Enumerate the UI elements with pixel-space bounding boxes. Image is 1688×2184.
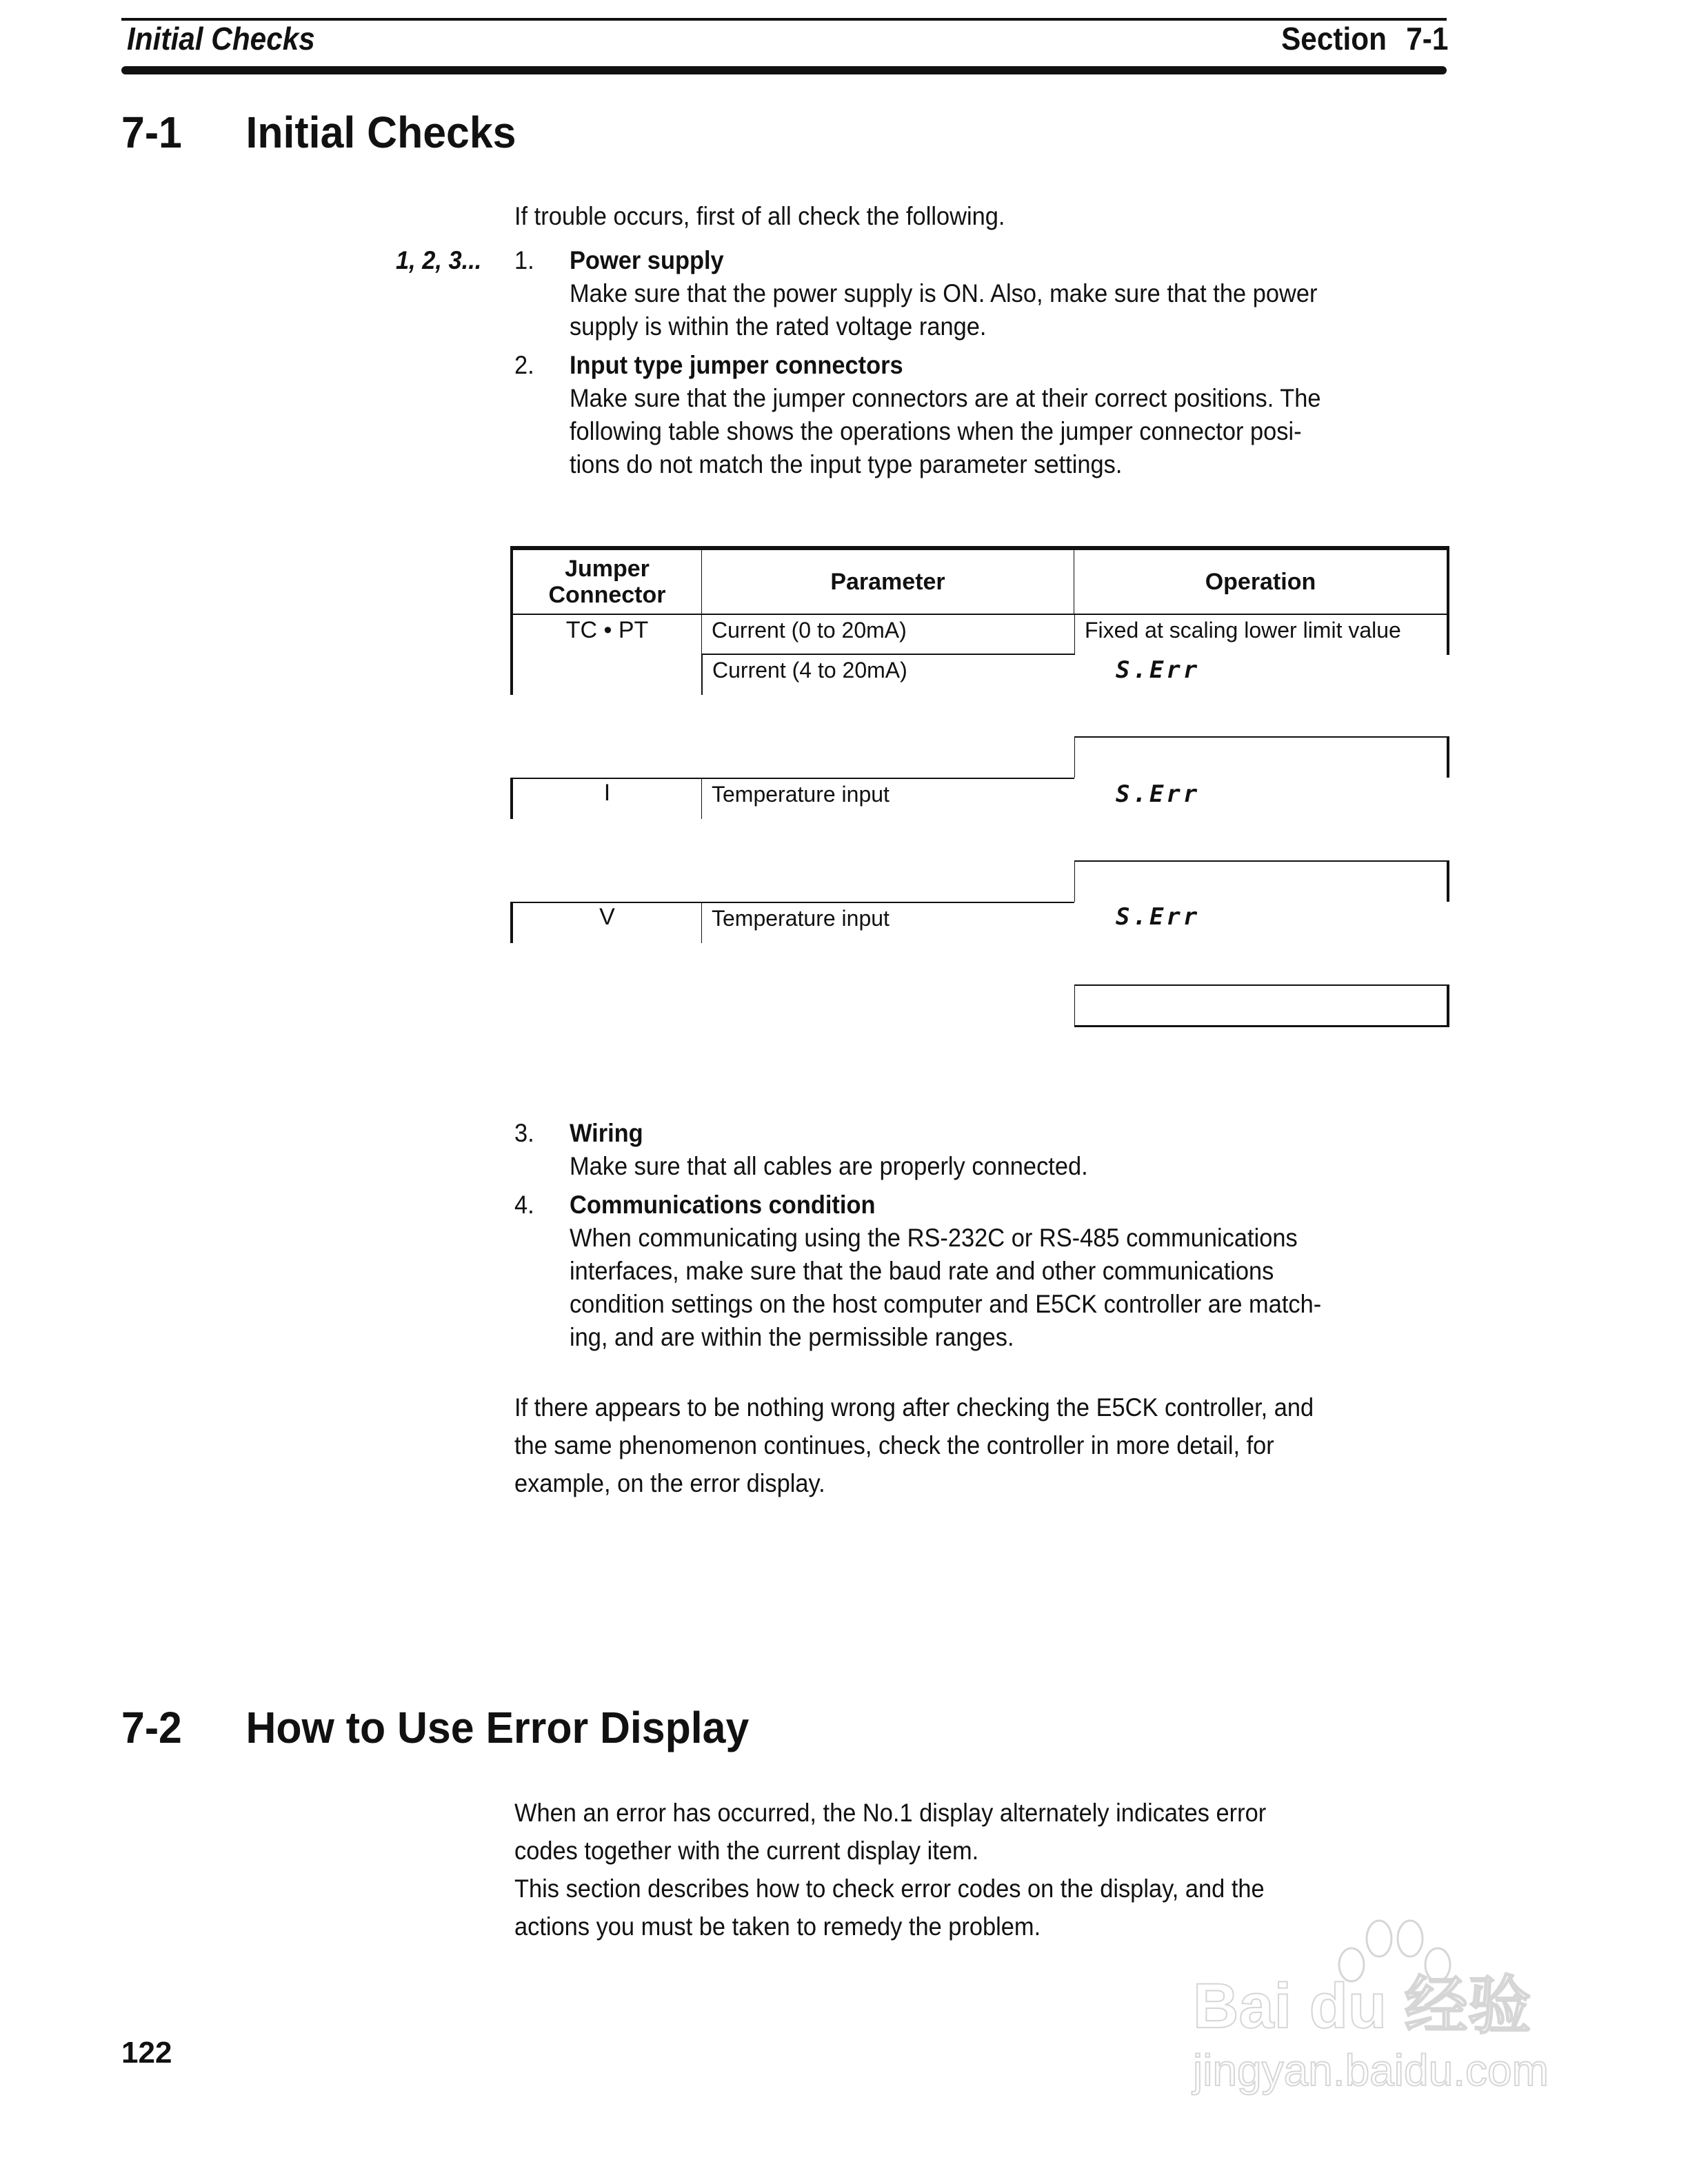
paragraph-line: This section describes how to check error codes on the display, and the [514,1874,1265,1903]
item-title: Communications condition [569,1191,876,1219]
check-item-wiring [514,1117,1412,1183]
segment-display-error-code: S.Err [1116,903,1200,931]
paragraph-line: the same phenomenon continues, check the controller in more detail, for [514,1431,1274,1459]
running-header-title: Initial Checks [127,21,315,57]
paragraph-line: actions you must be taken to remedy the problem. [514,1912,1041,1941]
section-number: 7-1 [1405,21,1448,57]
page-number: 122 [121,2036,172,2070]
section-heading-number: 7-2 [121,1703,182,1752]
section-heading-title: Initial Checks [245,108,516,157]
item-text-line: condition settings on the host computer and E5CK controller are match- [569,1290,1322,1318]
item-text-line: Make sure that the power supply is ON. Also, make sure that the power [569,279,1318,307]
section-heading-7-2 [121,1703,749,1752]
table-cell-empty [1074,860,1449,902]
table-header-jumper [510,546,702,615]
section-heading-number: 7-1 [121,108,182,157]
header-text: Jumper [565,556,650,582]
item-text-line: following table shows the operations when the jumper connector posi- [569,417,1302,445]
error-display-intro [514,1794,1266,1945]
segment-display-error-code: S.Err [1116,656,1200,684]
table-cell-parameter: Temperature input [702,902,1074,943]
watermark-brand: Bai du 经验 [1193,1971,1531,2041]
item-title: Wiring [569,1119,643,1147]
item-number: 4. [514,1191,534,1219]
intro-paragraph: If trouble occurs, first of all check the following. [514,202,1005,230]
table-cell-empty [1074,736,1449,778]
table-header-parameter: Parameter [702,546,1074,615]
item-text-line: ing, and are within the permissible ranges. [569,1323,1014,1351]
item-title: Power supply [569,246,724,274]
watermark-url: jingyan.baidu.com [1193,2045,1549,2095]
header-text: Connector [548,582,666,608]
table-cell-operation: Fixed at scaling lower limit value [1074,615,1449,655]
item-number: 1. [514,246,534,274]
table-cell-jumper: V [510,902,702,943]
paragraph-line: example, on the error display. [514,1469,825,1497]
check-item-communications [514,1189,1412,1354]
paragraph-line: If there appears to be nothing wrong after checking the E5CK controller, and [514,1393,1314,1422]
section-heading-7-1 [121,108,516,157]
item-text-line: interfaces, make sure that the baud rate and other communications [569,1257,1274,1285]
paragraph-line: When an error has occurred, the No.1 display alternately indicates error [514,1799,1267,1827]
running-header-section [1281,19,1448,58]
table-cell-empty [1074,984,1449,1027]
table-header-operation: Operation [1074,546,1449,615]
baidu-watermark [1186,1944,1572,2103]
table-cell-parameter: Current (0 to 20mA) [702,615,1074,655]
paragraph-line: codes together with the current display item. [514,1837,979,1865]
closing-paragraph [514,1388,1314,1502]
header-bottom-rule [121,66,1447,74]
table-cell-jumper: I [510,778,702,819]
item-number: 3. [514,1119,534,1147]
item-text-line: Make sure that all cables are properly connected. [569,1152,1088,1180]
check-item-power-supply [514,244,1412,343]
table-cell-parameter: Current (4 to 20mA) [702,655,1074,695]
segment-display-error-code: S.Err [1116,780,1200,808]
section-heading-title: How to Use Error Display [245,1703,750,1752]
item-text-line: When communicating using the RS-232C or RS-485 communications [569,1224,1298,1252]
item-text-line: Make sure that the jumper connectors are at their correct positions. The [569,384,1321,412]
jumper-operation-table [510,546,1449,1029]
sequence-label: 1, 2, 3... [396,246,482,274]
item-title: Input type jumper connectors [569,351,903,379]
section-label: Section [1280,21,1387,57]
item-number: 2. [514,351,534,379]
table-cell-jumper: TC • PT [510,615,702,695]
item-text-line: tions do not match the input type parameter settings. [569,450,1123,478]
table-cell-parameter: Temperature input [702,778,1074,819]
item-text-line: supply is within the rated voltage range. [569,312,987,341]
header-top-rule [121,18,1447,21]
check-item-jumper-connectors [514,349,1412,481]
